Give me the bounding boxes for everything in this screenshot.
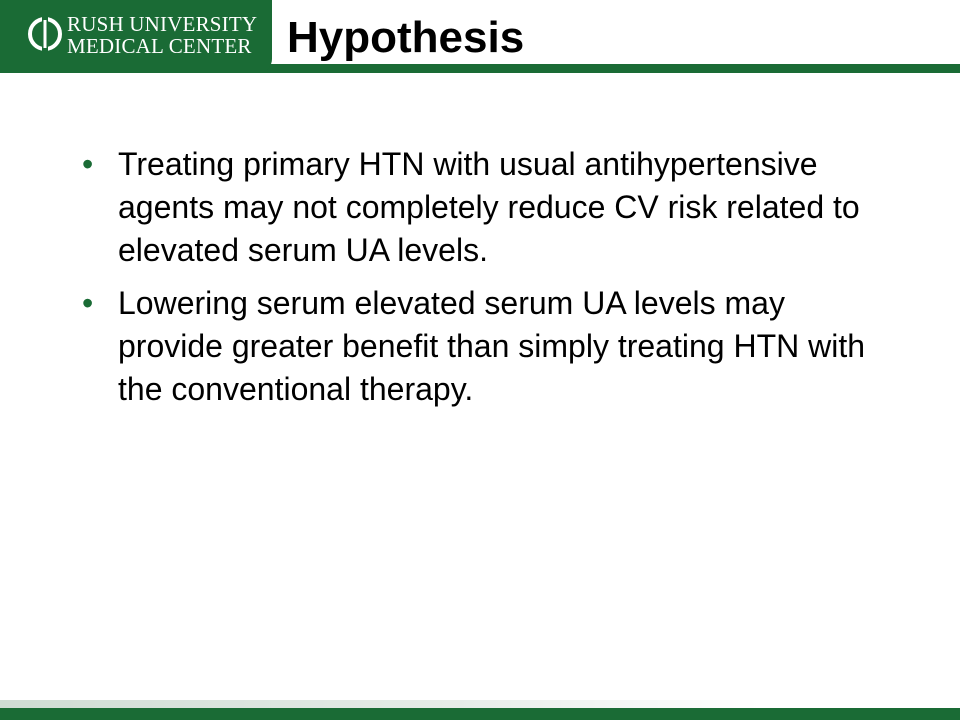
slide-content: [82, 143, 882, 421]
bullet-item: [82, 282, 882, 411]
bullet-text: Treating primary HTN with usual antihypertensive agents may not completely reduce CV risk related to elevated serum UA levels.: [118, 146, 860, 268]
bullet-list: [82, 143, 882, 411]
slide-title: Hypothesis: [287, 13, 525, 62]
logo-wordmark: [67, 13, 257, 57]
logo-line-1: RUSH UNIVERSITY: [67, 12, 258, 36]
rush-logo-icon: [27, 16, 63, 52]
bullet-icon: •: [82, 285, 94, 321]
footer-accent: [0, 700, 760, 708]
bullet-text: Lowering serum elevated serum UA levels may provide greater benefit than simply treating HTN with the conventional therapy.: [118, 285, 866, 407]
logo-banner: [0, 0, 272, 73]
logo-line-2: MEDICAL CENTER: [67, 34, 252, 58]
bullet-icon: •: [82, 146, 94, 182]
bullet-item: [82, 143, 882, 272]
footer-band: [0, 708, 960, 720]
